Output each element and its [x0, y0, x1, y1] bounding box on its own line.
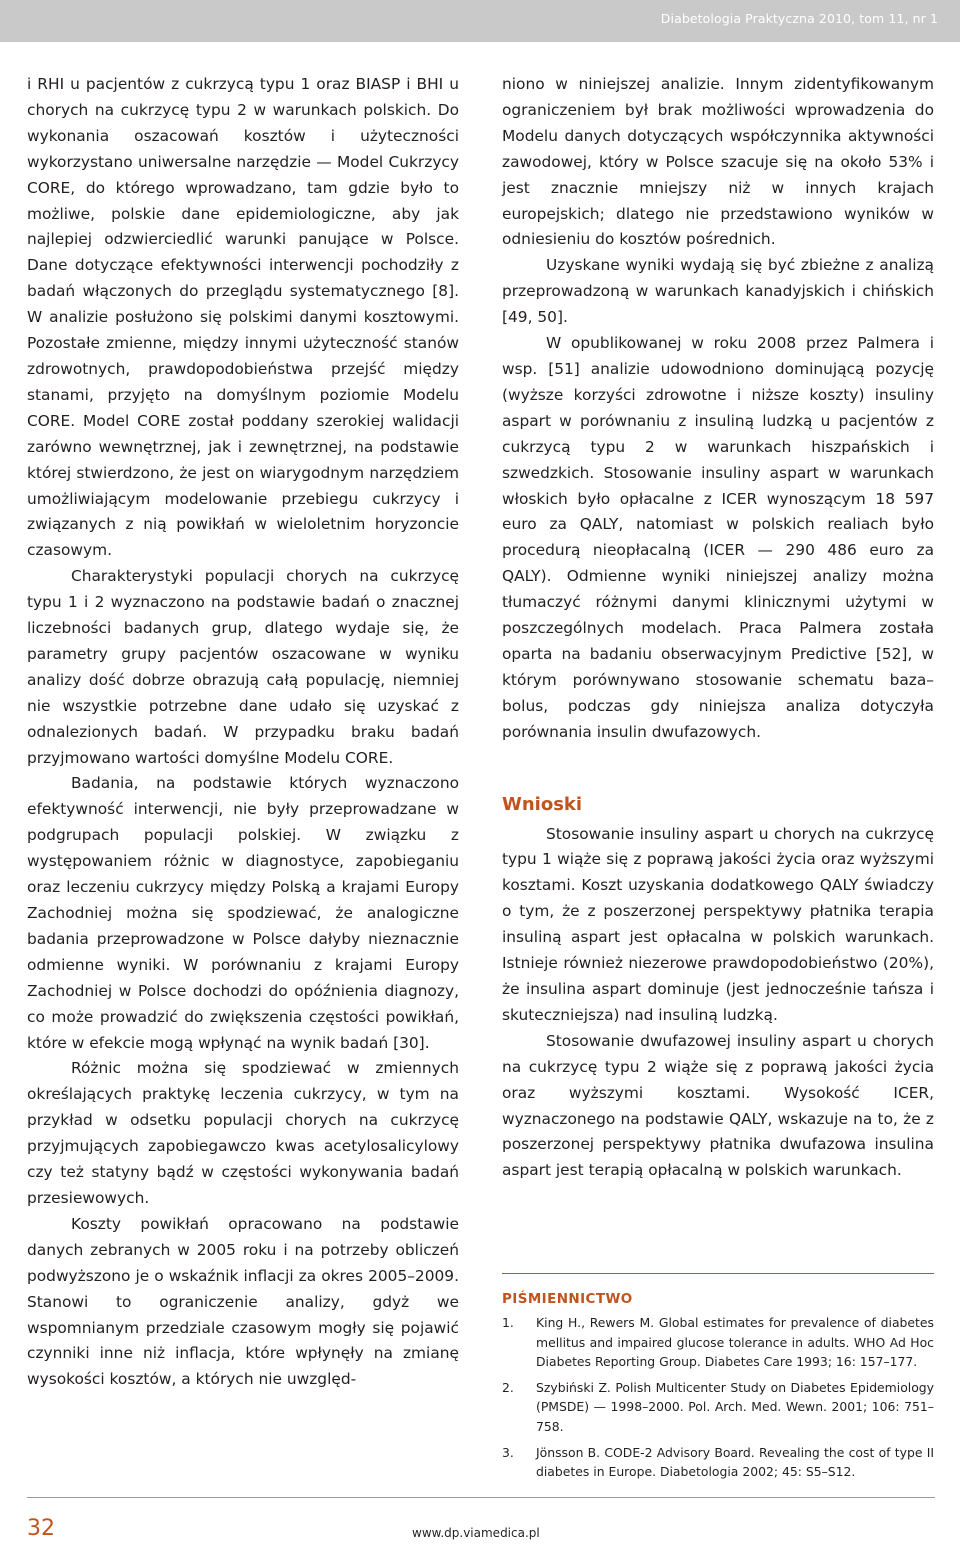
reference-text: King H., Rewers M. Global estimates for prevalence of diabetes mellitus and impaired glucose tolerance in adults. WHO Ad Hoc Diabetes Reporting Group. Diabetes Care 1993; 16: 157–177.: [536, 1315, 934, 1370]
reference-number: 1.: [502, 1315, 514, 1330]
footer-divider: [27, 1497, 935, 1498]
reference-number: 3.: [502, 1444, 514, 1460]
reference-item: [502, 1313, 934, 1372]
references-divider: [502, 1273, 934, 1274]
conclusions-paragraph: Stosowanie dwufazowej insuliny aspart u chorych na cukrzycę typu 2 wiąże się z poprawą jakości życia oraz wyższymi kosztami. Wysokość ICER, wyznaczonego na podstawie QALY, wskazuje na to, że z poszerzonej perspektywy płatnika dwufazowa insulina aspart jest terapią opłacalną w polskich warunkach.: [502, 1031, 934, 1180]
body-paragraph: Badania, na podstawie których wyznaczono efektywność interwencji, nie były przeprowadzane w podgrupach populacji polskiej. W związku z występowaniem różnic w diagnostyce, zapobieganiu oraz leczeniu cukrzycy między Polską a krajami Europy Zachodniej można się spodziewać, że analogiczne badania przeprowadzone w Polsce dałyby nieznacznie odmienne wyniki. W porównaniu z krajami Europy Zachodniej w Polsce dochodzi do opóźnienia diagnozy, co może prowadzić do zwiększenia częstości powikłań, które w efekcie mogą wpłynąć na wynik badań [30].: [27, 774, 459, 1052]
body-paragraph: W opublikowanej w roku 2008 przez Palmera i wsp. [51] analizie udowodniono dominującą pozycję (wyższe korzyści zdrowotne i niższe koszty) insuliny aspart w porównaniu z insuliną ludzką u pacjentów z cukrzycą typu 2 w warunkach hiszpańskich i szwedzkich. Stosowanie insuliny aspart w warunkach włoskich było opłacalne z ICER wynoszącym 18 597 euro za QALY, natomiast w polskich realiach było procedurą nieopłacalną (ICER — 290 486 euro za QALY). Odmienne wyniki niniejszej analizy można tłumaczyć różnymi danymi klinicznymi użytymi w poszczególnych modelach. Praca Palmera została oparta na badaniu obserwacyjnym Predictive [52], w którym porównywano stosowanie schematu baza–bolus, podczas gdy niniejsza analiza dotyczyła porównania insulin dwufazowych.: [502, 334, 934, 741]
reference-number: 2.: [502, 1379, 514, 1395]
body-paragraph: i RHI u pacjentów z cukrzycą typu 1 oraz BIASP i BHI u chorych na cukrzycę typu 2 w warunkach polskich. Do wykonania oszacowań kosztów i użyteczności wykorzystano uniwersalne narzędzie — Model Cukrzycy CORE, do którego wprowadzano, tam gdzie było to możliwe, polskie dane epidemiologiczne, aby jak najlepiej odzwierciedlić warunki panujące w Polsce. Dane dotyczące efektywności interwencji pochodziły z badań włączonych do przeglądu systematycznego [8]. W analizie posłużono się polskimi danymi kosztowymi. Pozostałe zmienne, między innymi użyteczność stanów zdrowotnych, prawdopodobieństwa przejść między stanami, przyjęto na domyślnym poziomie Modelu CORE. Model CORE został poddany szerokiej walidacji zarówno wewnętrznej, jak i zewnętrznej, na podstawie której stwierdzono, że jest on wiarygodnym narzędziem umożliwiającym modelowanie przebiegu cukrzycy i związanych z nią powikłań w wieloletnim horyzoncie czasowym.: [27, 75, 459, 560]
journal-header-band: [0, 0, 960, 42]
page-number: 32: [27, 1516, 55, 1541]
conclusions-heading: Wnioski: [502, 793, 583, 815]
body-paragraph: Koszty powikłań opracowano na podstawie danych zebranych w 2005 roku i na potrzeby obliczeń podwyższono je o wskaźnik inflacji za okres 2005–2009. Stanowi to ograniczenie analizy, gdyż we wspomnianym przedziale czasowym mogły się pojawić czynniki inne niż inflacja, które wpłynęły na zmianę wysokości kosztów, a których nie uwzględ-: [27, 1214, 459, 1389]
body-paragraph: Uzyskane wyniki wydają się być zbieżne z analizą przeprowadzoną w warunkach kanadyjskich i chińskich [49, 50].: [502, 256, 934, 327]
reference-text: Jönsson B. CODE-2 Advisory Board. Revealing the cost of type II diabetes in Europe. Diabetologia 2002; 45: S5–S12.: [536, 1444, 934, 1480]
conclusions-paragraph: Stosowanie insuliny aspart u chorych na cukrzycę typu 1 wiąże się z poprawą jakości życia oraz wyższymi kosztami. Koszt uzyskania dodatkowego QALY świadczy o tym, że z poszerzonej perspektywy płatnika terapia insuliną aspart jest opłacalna w polskich warunkach. Istnieje również niezerowe prawdopodobieństwo (20%), że insulina aspart dominuje (jest jednocześnie tańsza i skuteczniejsza) nad insuliną ludzką.: [502, 824, 934, 1024]
left-column: [27, 72, 459, 1393]
references-heading: PIŚMIENNICTWO: [502, 1291, 633, 1307]
reference-text: Szybiński Z. Polish Multicenter Study on Diabetes Epidemiology (PMSDE) — 1998–2000. Pol. Arch. Med. Wewn. 2001; 106: 751–758.: [536, 1379, 934, 1434]
reference-item: [502, 1443, 934, 1482]
references-list: [502, 1313, 934, 1488]
body-paragraph: Różnic można się spodziewać w zmiennych określających praktykę leczenia cukrzycy, w tym na przykład w odsetku populacji chorych na cukrzycę przyjmujących zapobiegawczo kwas acetylosalicylowy czy też statyny bądź w częstości wykonywania badań przesiewowych.: [27, 1059, 459, 1207]
reference-item: [502, 1378, 934, 1437]
body-paragraph: Charakterystyki populacji chorych na cukrzycę typu 1 i 2 wyznaczono na podstawie badań o znacznej liczebności badanych grup, dlatego wydaje się, że parametry grupy pacjentów oszacowane w wyniku analizy dość dobrze obrazują całą populację, niemniej nie wszystkie potrzebne dane udało się uzyskać z odnalezionych badań. W przypadku braku badań przyjmowano wartości domyślne Modelu CORE.: [27, 567, 459, 767]
body-paragraph: niono w niniejszej analizie. Innym zidentyfikowanym ograniczeniem był brak możliwości wprowadzenia do Modelu danych dotyczących współczynnika aktywności zawodowej, który w Polsce szacuje się na około 53% i jest znacznie mniejszy niż w innych krajach europejskich; dlatego nie przedstawiono wyników w odniesieniu do kosztów pośrednich.: [502, 75, 934, 249]
right-column: [502, 72, 934, 1184]
journal-title: Diabetologia Praktyczna 2010, tom 11, nr 1: [660, 11, 938, 26]
footer-url-link[interactable]: www.dp.viamedica.pl: [412, 1526, 540, 1540]
